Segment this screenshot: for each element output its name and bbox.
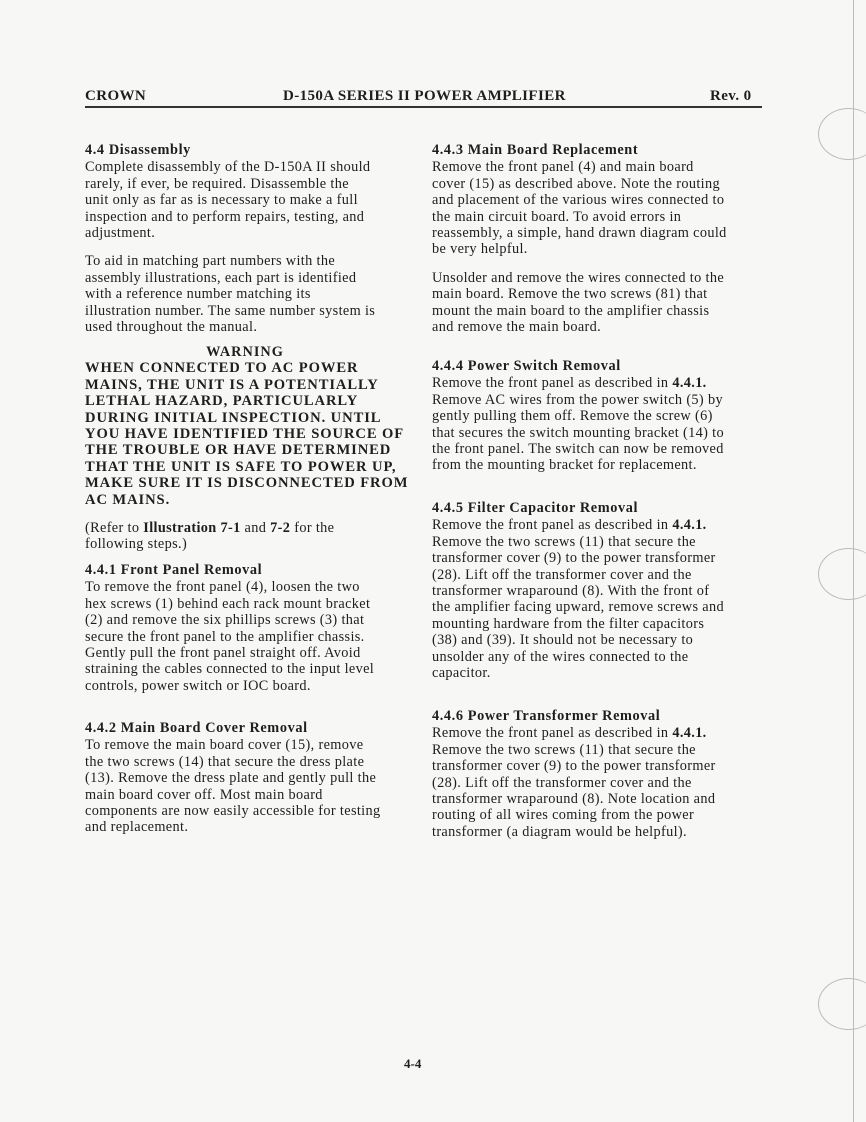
- text-line: [85, 678, 415, 694]
- text-line: [85, 645, 415, 661]
- text-segment: cover (15) as described above. Note the routing: [432, 175, 720, 192]
- text-line: [432, 807, 762, 823]
- text-line: [85, 629, 415, 645]
- text-line: [432, 408, 762, 424]
- text-line: [432, 824, 762, 840]
- text-line: [432, 303, 762, 319]
- text-line: [432, 632, 762, 648]
- text-line: [432, 616, 762, 632]
- text-segment: and replacement.: [85, 819, 189, 836]
- warning-line: MAKE SURE IT IS DISCONNECTED FROM: [85, 475, 409, 492]
- text-line: [432, 209, 762, 225]
- text-line: [85, 803, 415, 819]
- paragraph: [85, 579, 415, 694]
- text-segment: mounting hardware from the filter capacitors: [432, 615, 705, 632]
- text-line: [432, 319, 762, 335]
- text-line: [85, 209, 415, 225]
- text-segment: (Refer to: [85, 520, 144, 537]
- text-line: [85, 754, 415, 770]
- text-line: [85, 661, 415, 677]
- section-heading: 4.4.5 Filter Capacitor Removal: [432, 500, 639, 516]
- text-segment: Complete disassembly of the D-150A II should: [85, 159, 371, 176]
- text-line: [85, 787, 415, 803]
- text-segment: Remove the front panel (4) and main board: [432, 159, 694, 176]
- section-heading: 4.4 Disassembly: [85, 142, 191, 158]
- text-line: [432, 649, 762, 665]
- text-segment: following steps.): [85, 536, 188, 553]
- text-segment: To remove the front panel (4), loosen the two: [85, 579, 360, 596]
- text-segment: Remove the two screws (11) that secure the: [432, 533, 696, 550]
- warning-line: THE TROUBLE OR HAVE DETERMINED: [85, 442, 392, 459]
- section-heading: 4.4.4 Power Switch Removal: [432, 358, 621, 374]
- paragraph: [432, 517, 762, 681]
- text-segment: unsolder any of the wires connected to the: [432, 648, 689, 665]
- text-line: [432, 425, 762, 441]
- text-line: [432, 270, 762, 286]
- section: [432, 708, 762, 852]
- text-line: [432, 159, 762, 175]
- section-heading: 4.4.3 Main Board Replacement: [432, 142, 639, 158]
- paragraph: [85, 737, 415, 835]
- text-segment: hex screws (1) behind each rack mount bracket: [85, 595, 371, 612]
- text-segment: that secures the switch mounting bracket (14) to: [432, 424, 724, 441]
- bold-reference: 4.4.1.: [672, 517, 707, 534]
- paragraph: [432, 725, 762, 840]
- text-line: [432, 583, 762, 599]
- text-line: [85, 159, 415, 175]
- section-heading: 4.4.6 Power Transformer Removal: [432, 708, 661, 724]
- text-line: [432, 742, 762, 758]
- text-line: [85, 819, 415, 835]
- text-segment: be very helpful.: [432, 241, 528, 258]
- warning-line: MAINS, THE UNIT IS A POTENTIALLY: [85, 376, 379, 393]
- text-segment: (28). Lift off the transformer cover and the: [432, 774, 692, 791]
- text-segment: Remove the front panel as described in: [432, 725, 673, 742]
- section: [85, 562, 415, 706]
- text-segment: adjustment.: [85, 225, 156, 242]
- text-segment: the two screws (14) that secure the dress plate: [85, 753, 365, 770]
- text-line: [85, 192, 415, 208]
- text-segment: the amplifier facing upward, remove screws and: [432, 599, 724, 616]
- text-segment: controls, power switch or IOC board.: [85, 677, 311, 694]
- text-segment: mount the main board to the amplifier chassis: [432, 302, 710, 319]
- section: [85, 720, 415, 848]
- section-heading: 4.4.1 Front Panel Removal: [85, 562, 263, 578]
- binder-hole-shadow: [818, 108, 866, 160]
- text-segment: rarely, if ever, be required. Disassemble the: [85, 175, 349, 192]
- text-segment: transformer wraparound (8). Note location and: [432, 791, 716, 808]
- text-segment: and: [240, 520, 271, 537]
- text-segment: Remove the two screws (11) that secure the: [432, 741, 696, 758]
- paragraph: [432, 375, 762, 473]
- text-segment: the front panel. The switch can now be removed: [432, 441, 724, 458]
- header-rule: [85, 106, 762, 108]
- text-line: [432, 599, 762, 615]
- section: [432, 500, 762, 693]
- text-line: [85, 253, 415, 269]
- text-segment: transformer wraparound (8). With the front of: [432, 583, 710, 600]
- text-segment: components are now easily accessible for testing: [85, 803, 381, 820]
- text-line: [432, 517, 762, 533]
- text-segment: reassembly, a simple, hand drawn diagram could: [432, 225, 727, 242]
- paragraph: [85, 520, 415, 553]
- paragraph: [432, 159, 762, 257]
- text-segment: (38) and (39). It should not be necessary to: [432, 632, 694, 649]
- warning-line: WHEN CONNECTED TO AC POWER: [85, 360, 359, 377]
- text-segment: Remove AC wires from the power switch (5) by: [432, 391, 723, 408]
- text-line: [85, 579, 415, 595]
- text-segment: main board cover off. Most main board: [85, 786, 323, 803]
- text-segment: routing of all wires coming from the power: [432, 807, 695, 824]
- text-segment: the main circuit board. To avoid errors in: [432, 208, 682, 225]
- text-segment: inspection and to perform repairs, testing, and: [85, 208, 365, 225]
- text-segment: capacitor.: [432, 665, 491, 682]
- section: [432, 358, 762, 486]
- text-segment: and placement of the various wires connected to: [432, 192, 725, 209]
- text-segment: with a reference number matching its: [85, 286, 311, 303]
- text-line: [85, 737, 415, 753]
- text-segment: Unsolder and remove the wires connected to the: [432, 269, 725, 286]
- text-line: [85, 319, 415, 335]
- text-line: [432, 375, 762, 391]
- paragraph: [85, 159, 415, 241]
- text-segment: To remove the main board cover (15), remove: [85, 737, 364, 754]
- text-segment: transformer (a diagram would be helpful).: [432, 823, 687, 840]
- text-line: [432, 225, 762, 241]
- header-title: D-150A SERIES II POWER AMPLIFIER: [283, 88, 566, 104]
- header-revision: Rev. 0: [710, 88, 752, 104]
- text-line: [432, 791, 762, 807]
- paragraph: [432, 270, 762, 336]
- text-segment: To aid in matching part numbers with the: [85, 253, 336, 270]
- text-segment: (28). Lift off the transformer cover and the: [432, 566, 692, 583]
- text-segment: for the: [290, 520, 335, 537]
- binder-hole-shadow: [818, 978, 866, 1030]
- warning-line: YOU HAVE IDENTIFIED THE SOURCE OF: [85, 426, 405, 443]
- text-line: [85, 270, 415, 286]
- text-line: [432, 176, 762, 192]
- text-segment: main board. Remove the two screws (81) that: [432, 286, 708, 303]
- text-line: [432, 192, 762, 208]
- text-segment: Gently pull the front panel straight off. Avoid: [85, 645, 361, 662]
- text-line: [85, 596, 415, 612]
- text-segment: gently pulling them off. Remove the screw (6): [432, 408, 713, 425]
- section-heading: 4.4.2 Main Board Cover Removal: [85, 720, 308, 736]
- section: [432, 142, 762, 347]
- text-line: [85, 176, 415, 192]
- text-segment: Remove the front panel as described in: [432, 375, 673, 392]
- text-segment: used throughout the manual.: [85, 319, 258, 336]
- warning-line: AC MAINS.: [85, 491, 171, 508]
- text-line: [85, 303, 415, 319]
- text-line: [85, 225, 415, 241]
- text-segment: (2) and remove the six phillips screws (3) that: [85, 612, 365, 629]
- text-line: [432, 775, 762, 791]
- text-line: [432, 665, 762, 681]
- warning-text: [85, 360, 415, 508]
- text-line: [85, 536, 415, 552]
- text-line: [85, 612, 415, 628]
- warning-line: THAT THE UNIT IS SAFE TO POWER UP,: [85, 458, 397, 475]
- text-line: [432, 457, 762, 473]
- text-line: [85, 770, 415, 786]
- text-line: [432, 241, 762, 257]
- text-segment: secure the front panel to the amplifier chassis.: [85, 628, 365, 645]
- text-line: [432, 534, 762, 550]
- text-segment: Remove the front panel as described in: [432, 517, 673, 534]
- section: [85, 142, 415, 347]
- warning-title: WARNING: [206, 344, 284, 360]
- text-line: [432, 567, 762, 583]
- text-segment: straining the cables connected to the input level: [85, 661, 375, 678]
- text-line: [432, 392, 762, 408]
- text-segment: (13). Remove the dress plate and gently pull the: [85, 770, 377, 787]
- text-segment: illustration number. The same number system is: [85, 302, 376, 319]
- paragraph: [85, 253, 415, 335]
- header-brand: CROWN: [85, 88, 147, 104]
- text-segment: and remove the main board.: [432, 319, 602, 336]
- binder-hole-shadow: [818, 548, 866, 600]
- text-line: [85, 520, 415, 536]
- text-segment: unit only as far as is necessary to make a full: [85, 192, 358, 209]
- text-segment: transformer cover (9) to the power transformer: [432, 550, 716, 567]
- text-line: [432, 550, 762, 566]
- bold-reference: 7-2: [270, 520, 291, 537]
- text-line: [432, 725, 762, 741]
- bold-reference: Illustration 7-1: [143, 520, 241, 537]
- section: [85, 344, 415, 565]
- text-segment: assembly illustrations, each part is identified: [85, 269, 357, 286]
- text-segment: transformer cover (9) to the power transformer: [432, 758, 716, 775]
- warning-line: DURING INITIAL INSPECTION. UNTIL: [85, 409, 382, 426]
- warning-line: LETHAL HAZARD, PARTICULARLY: [85, 393, 359, 410]
- text-line: [432, 286, 762, 302]
- bold-reference: 4.4.1.: [672, 725, 707, 742]
- text-line: [432, 441, 762, 457]
- text-line: [85, 286, 415, 302]
- bold-reference: 4.4.1.: [672, 375, 707, 392]
- text-segment: from the mounting bracket for replacement.: [432, 457, 697, 474]
- page-number: 4-4: [404, 1056, 422, 1071]
- text-line: [432, 758, 762, 774]
